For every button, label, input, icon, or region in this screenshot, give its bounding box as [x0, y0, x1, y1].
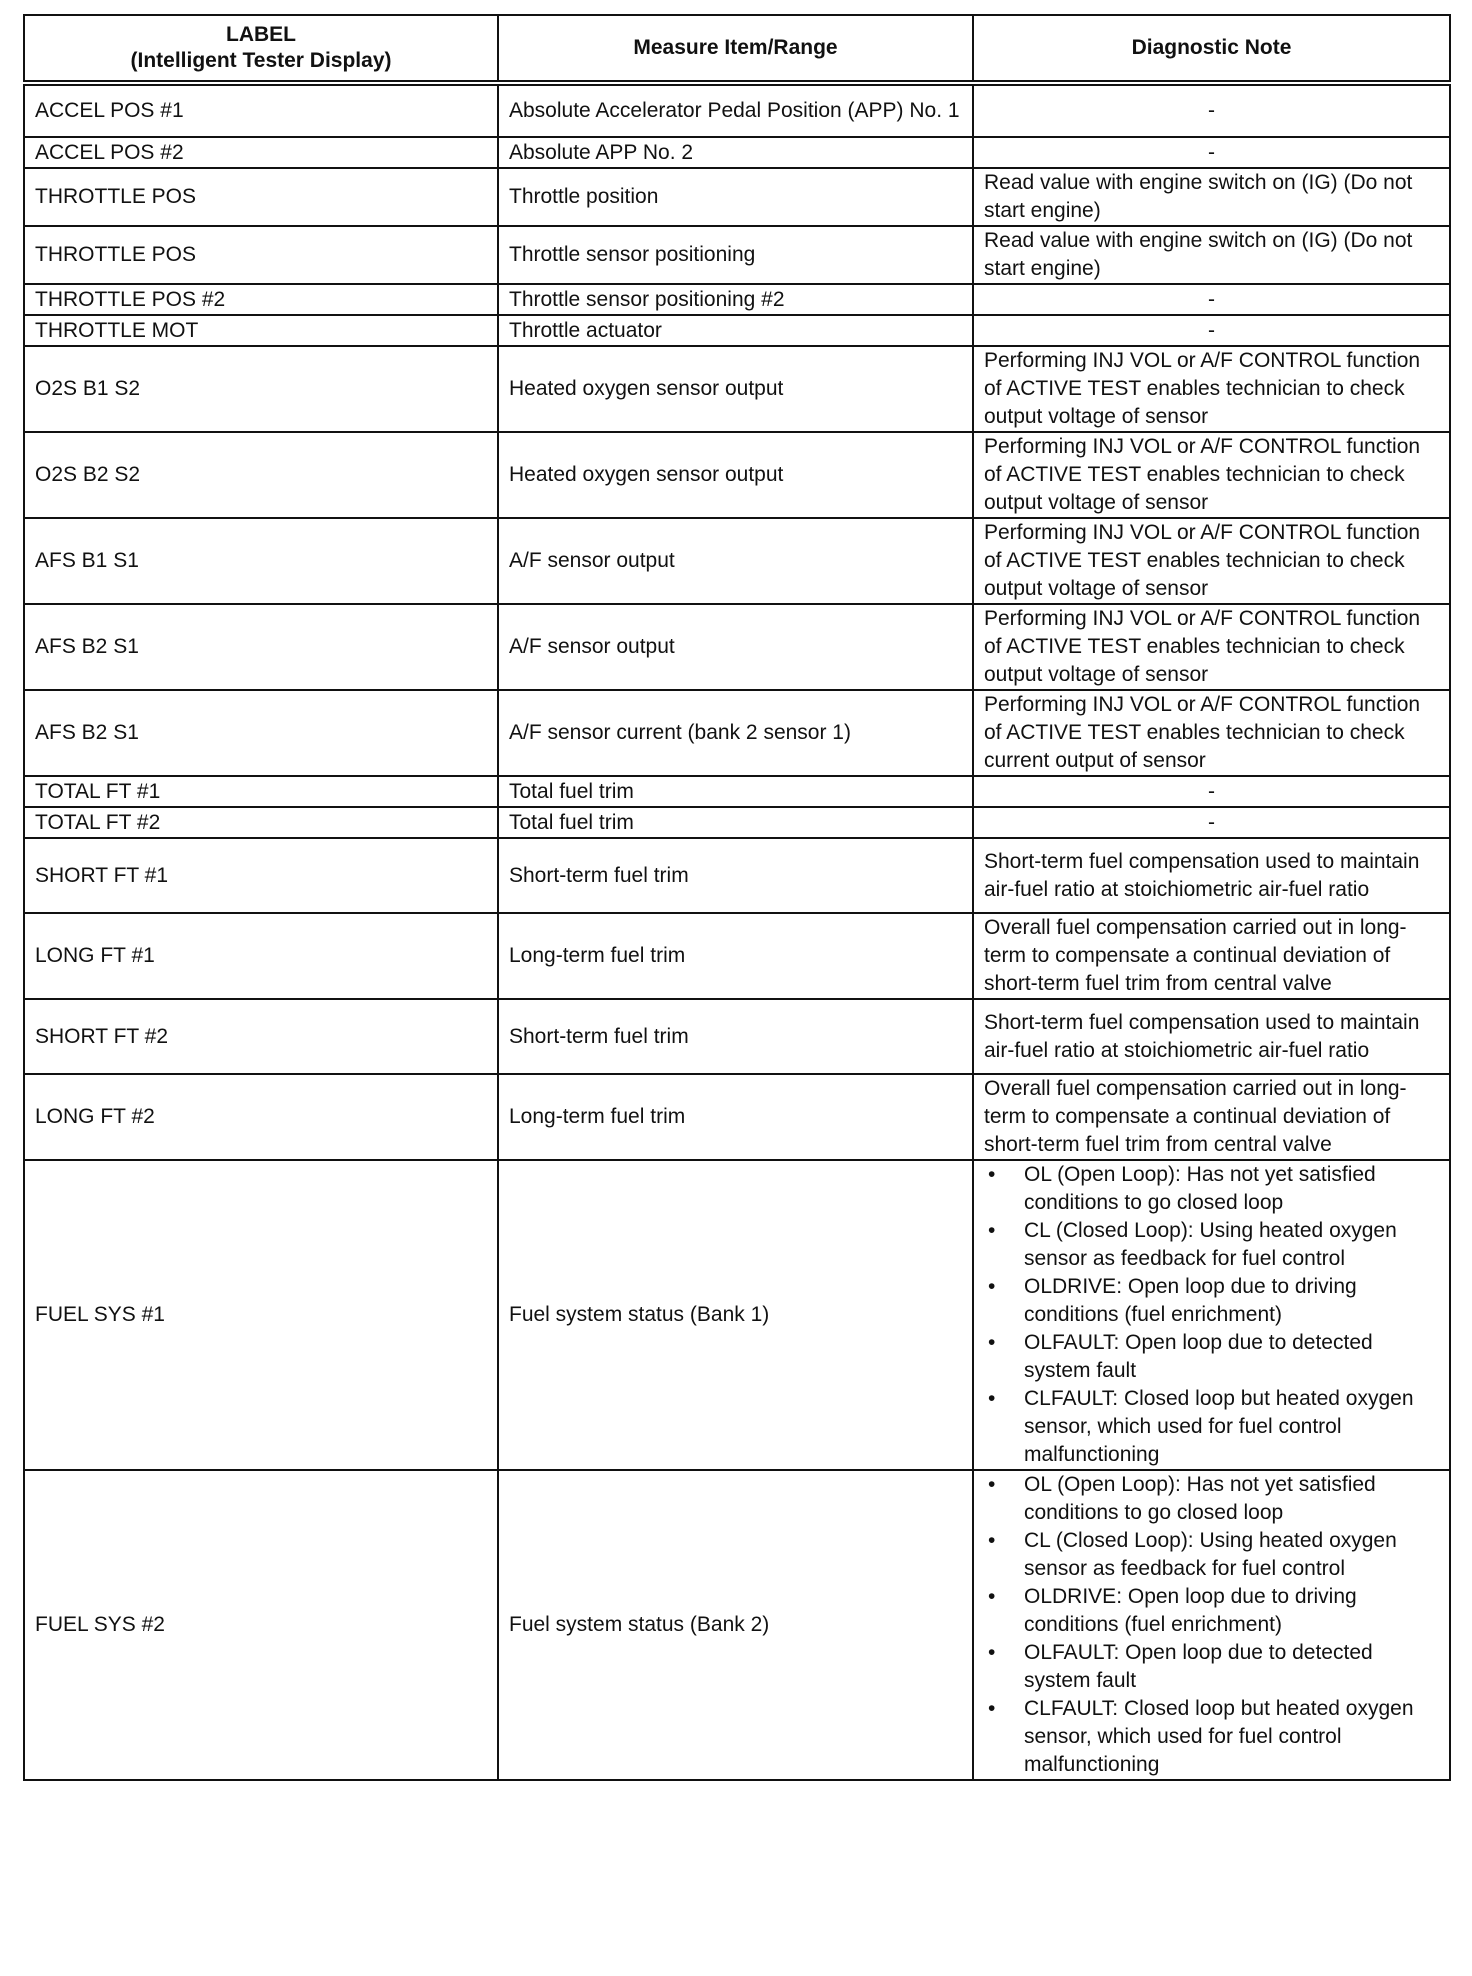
table-row [24, 807, 1450, 838]
cell-label: THROTTLE MOT [24, 315, 498, 346]
status-text: OLFAULT: Open loop due to detected system fault [1024, 1331, 1373, 1382]
bullet: • [988, 1585, 996, 1608]
table-row [24, 518, 1450, 604]
cell-note: Read value with engine switch on (IG) (Do not start engine) [973, 168, 1450, 226]
cell-measure: Throttle sensor positioning #2 [498, 284, 973, 315]
cell-label: AFS B2 S1 [24, 690, 498, 776]
cell-measure: Heated oxygen sensor output [498, 346, 973, 432]
status-text: CLFAULT: Closed loop but heated oxygen sensor, which used for fuel control malfunctioning [1024, 1387, 1414, 1466]
cell-measure: Short-term fuel trim [498, 838, 973, 913]
header-measure: Measure Item/Range [498, 15, 973, 83]
cell-label: ACCEL POS #2 [24, 137, 498, 168]
cell-measure: Throttle actuator [498, 315, 973, 346]
table-row [24, 776, 1450, 807]
cell-measure: Throttle sensor positioning [498, 226, 973, 284]
status-item [984, 1329, 1439, 1385]
cell-measure: Long-term fuel trim [498, 1074, 973, 1160]
status-text: CL (Closed Loop): Using heated oxygen sensor as feedback for fuel control [1024, 1529, 1397, 1580]
cell-measure: Heated oxygen sensor output [498, 432, 973, 518]
cell-measure: Throttle position [498, 168, 973, 226]
cell-label: ACCEL POS #1 [24, 83, 498, 137]
cell-note: Performing INJ VOL or A/F CONTROL function of ACTIVE TEST enables technician to check current output of sensor [973, 690, 1450, 776]
cell-note: Short-term fuel compensation used to maintain air-fuel ratio at stoichiometric air-fuel ratio [973, 838, 1450, 913]
status-text: OLFAULT: Open loop due to detected system fault [1024, 1641, 1373, 1692]
cell-label: FUEL SYS #2 [24, 1470, 498, 1780]
table-row [24, 999, 1450, 1074]
data-list-table [23, 14, 1451, 1781]
cell-label: O2S B1 S2 [24, 346, 498, 432]
table-row [24, 284, 1450, 315]
table-row [24, 346, 1450, 432]
status-item [984, 1583, 1439, 1639]
status-item [984, 1385, 1439, 1469]
status-item [984, 1217, 1439, 1273]
cell-note: Performing INJ VOL or A/F CONTROL function of ACTIVE TEST enables technician to check output voltage of sensor [973, 432, 1450, 518]
cell-measure: Fuel system status (Bank 2) [498, 1470, 973, 1780]
cell-label: TOTAL FT #2 [24, 807, 498, 838]
bullet: • [988, 1697, 996, 1720]
status-item [984, 1161, 1439, 1217]
cell-note: - [973, 137, 1450, 168]
bullet: • [988, 1387, 996, 1410]
cell-label: AFS B2 S1 [24, 604, 498, 690]
status-text: OL (Open Loop): Has not yet satisfied conditions to go closed loop [1024, 1473, 1376, 1524]
table-row [24, 168, 1450, 226]
table-body [24, 83, 1450, 1780]
cell-measure: Long-term fuel trim [498, 913, 973, 999]
status-item [984, 1639, 1439, 1695]
cell-note: Overall fuel compensation carried out in long-term to compensate a continual deviation of short-term fuel trim from central valve [973, 913, 1450, 999]
cell-note: Performing INJ VOL or A/F CONTROL function of ACTIVE TEST enables technician to check output voltage of sensor [973, 604, 1450, 690]
table-row [24, 315, 1450, 346]
cell-label: LONG FT #2 [24, 1074, 498, 1160]
status-text: CL (Closed Loop): Using heated oxygen sensor as feedback for fuel control [1024, 1219, 1397, 1270]
cell-label: FUEL SYS #1 [24, 1160, 498, 1470]
bullet: • [988, 1219, 996, 1242]
bullet: • [988, 1641, 996, 1664]
header-label-line2: (Intelligent Tester Display) [130, 49, 392, 72]
cell-measure: A/F sensor output [498, 518, 973, 604]
table-row [24, 604, 1450, 690]
cell-note: Short-term fuel compensation used to maintain air-fuel ratio at stoichiometric air-fuel ratio [973, 999, 1450, 1074]
header-label [24, 15, 498, 83]
bullet: • [988, 1529, 996, 1552]
table-row-fuel-sys-2 [24, 1470, 1450, 1780]
cell-label: O2S B2 S2 [24, 432, 498, 518]
cell-label: LONG FT #1 [24, 913, 498, 999]
header-row [24, 15, 1450, 83]
status-text: OLDRIVE: Open loop due to driving conditions (fuel enrichment) [1024, 1585, 1357, 1636]
bullet: • [988, 1331, 996, 1354]
status-list [984, 1471, 1439, 1779]
table-header [24, 15, 1450, 83]
cell-measure: Absolute Accelerator Pedal Position (APP) No. 1 [498, 83, 973, 137]
header-label-line1: LABEL [226, 23, 296, 46]
cell-note: Read value with engine switch on (IG) (Do not start engine) [973, 226, 1450, 284]
document-page [23, 14, 1449, 1781]
cell-label: TOTAL FT #1 [24, 776, 498, 807]
cell-note: - [973, 315, 1450, 346]
cell-label: THROTTLE POS #2 [24, 284, 498, 315]
status-item [984, 1471, 1439, 1527]
status-text: OL (Open Loop): Has not yet satisfied conditions to go closed loop [1024, 1163, 1376, 1214]
cell-measure: A/F sensor current (bank 2 sensor 1) [498, 690, 973, 776]
status-item [984, 1273, 1439, 1329]
cell-note: - [973, 776, 1450, 807]
table-row [24, 137, 1450, 168]
table-row [24, 432, 1450, 518]
cell-measure: Short-term fuel trim [498, 999, 973, 1074]
cell-measure: Fuel system status (Bank 1) [498, 1160, 973, 1470]
table-row [24, 690, 1450, 776]
status-item [984, 1695, 1439, 1779]
cell-note: - [973, 807, 1450, 838]
cell-note: Overall fuel compensation carried out in long-term to compensate a continual deviation of short-term fuel trim from central valve [973, 1074, 1450, 1160]
cell-note: Performing INJ VOL or A/F CONTROL function of ACTIVE TEST enables technician to check output voltage of sensor [973, 518, 1450, 604]
table-row [24, 913, 1450, 999]
cell-note [973, 1470, 1450, 1780]
status-list [984, 1161, 1439, 1469]
cell-note: - [973, 83, 1450, 137]
cell-note: - [973, 284, 1450, 315]
cell-label: AFS B1 S1 [24, 518, 498, 604]
cell-note: Performing INJ VOL or A/F CONTROL function of ACTIVE TEST enables technician to check output voltage of sensor [973, 346, 1450, 432]
status-text: CLFAULT: Closed loop but heated oxygen sensor, which used for fuel control malfunctioning [1024, 1697, 1414, 1776]
cell-measure: Absolute APP No. 2 [498, 137, 973, 168]
table-row [24, 1074, 1450, 1160]
cell-measure: Total fuel trim [498, 776, 973, 807]
cell-measure: A/F sensor output [498, 604, 973, 690]
bullet: • [988, 1163, 996, 1186]
cell-label: SHORT FT #1 [24, 838, 498, 913]
table-row [24, 83, 1450, 137]
cell-label: THROTTLE POS [24, 226, 498, 284]
header-note: Diagnostic Note [973, 15, 1450, 83]
cell-label: SHORT FT #2 [24, 999, 498, 1074]
cell-measure: Total fuel trim [498, 807, 973, 838]
cell-note [973, 1160, 1450, 1470]
status-item [984, 1527, 1439, 1583]
bullet: • [988, 1473, 996, 1496]
bullet: • [988, 1275, 996, 1298]
table-row [24, 838, 1450, 913]
table-row [24, 226, 1450, 284]
cell-label: THROTTLE POS [24, 168, 498, 226]
table-row-fuel-sys-1 [24, 1160, 1450, 1470]
status-text: OLDRIVE: Open loop due to driving conditions (fuel enrichment) [1024, 1275, 1357, 1326]
